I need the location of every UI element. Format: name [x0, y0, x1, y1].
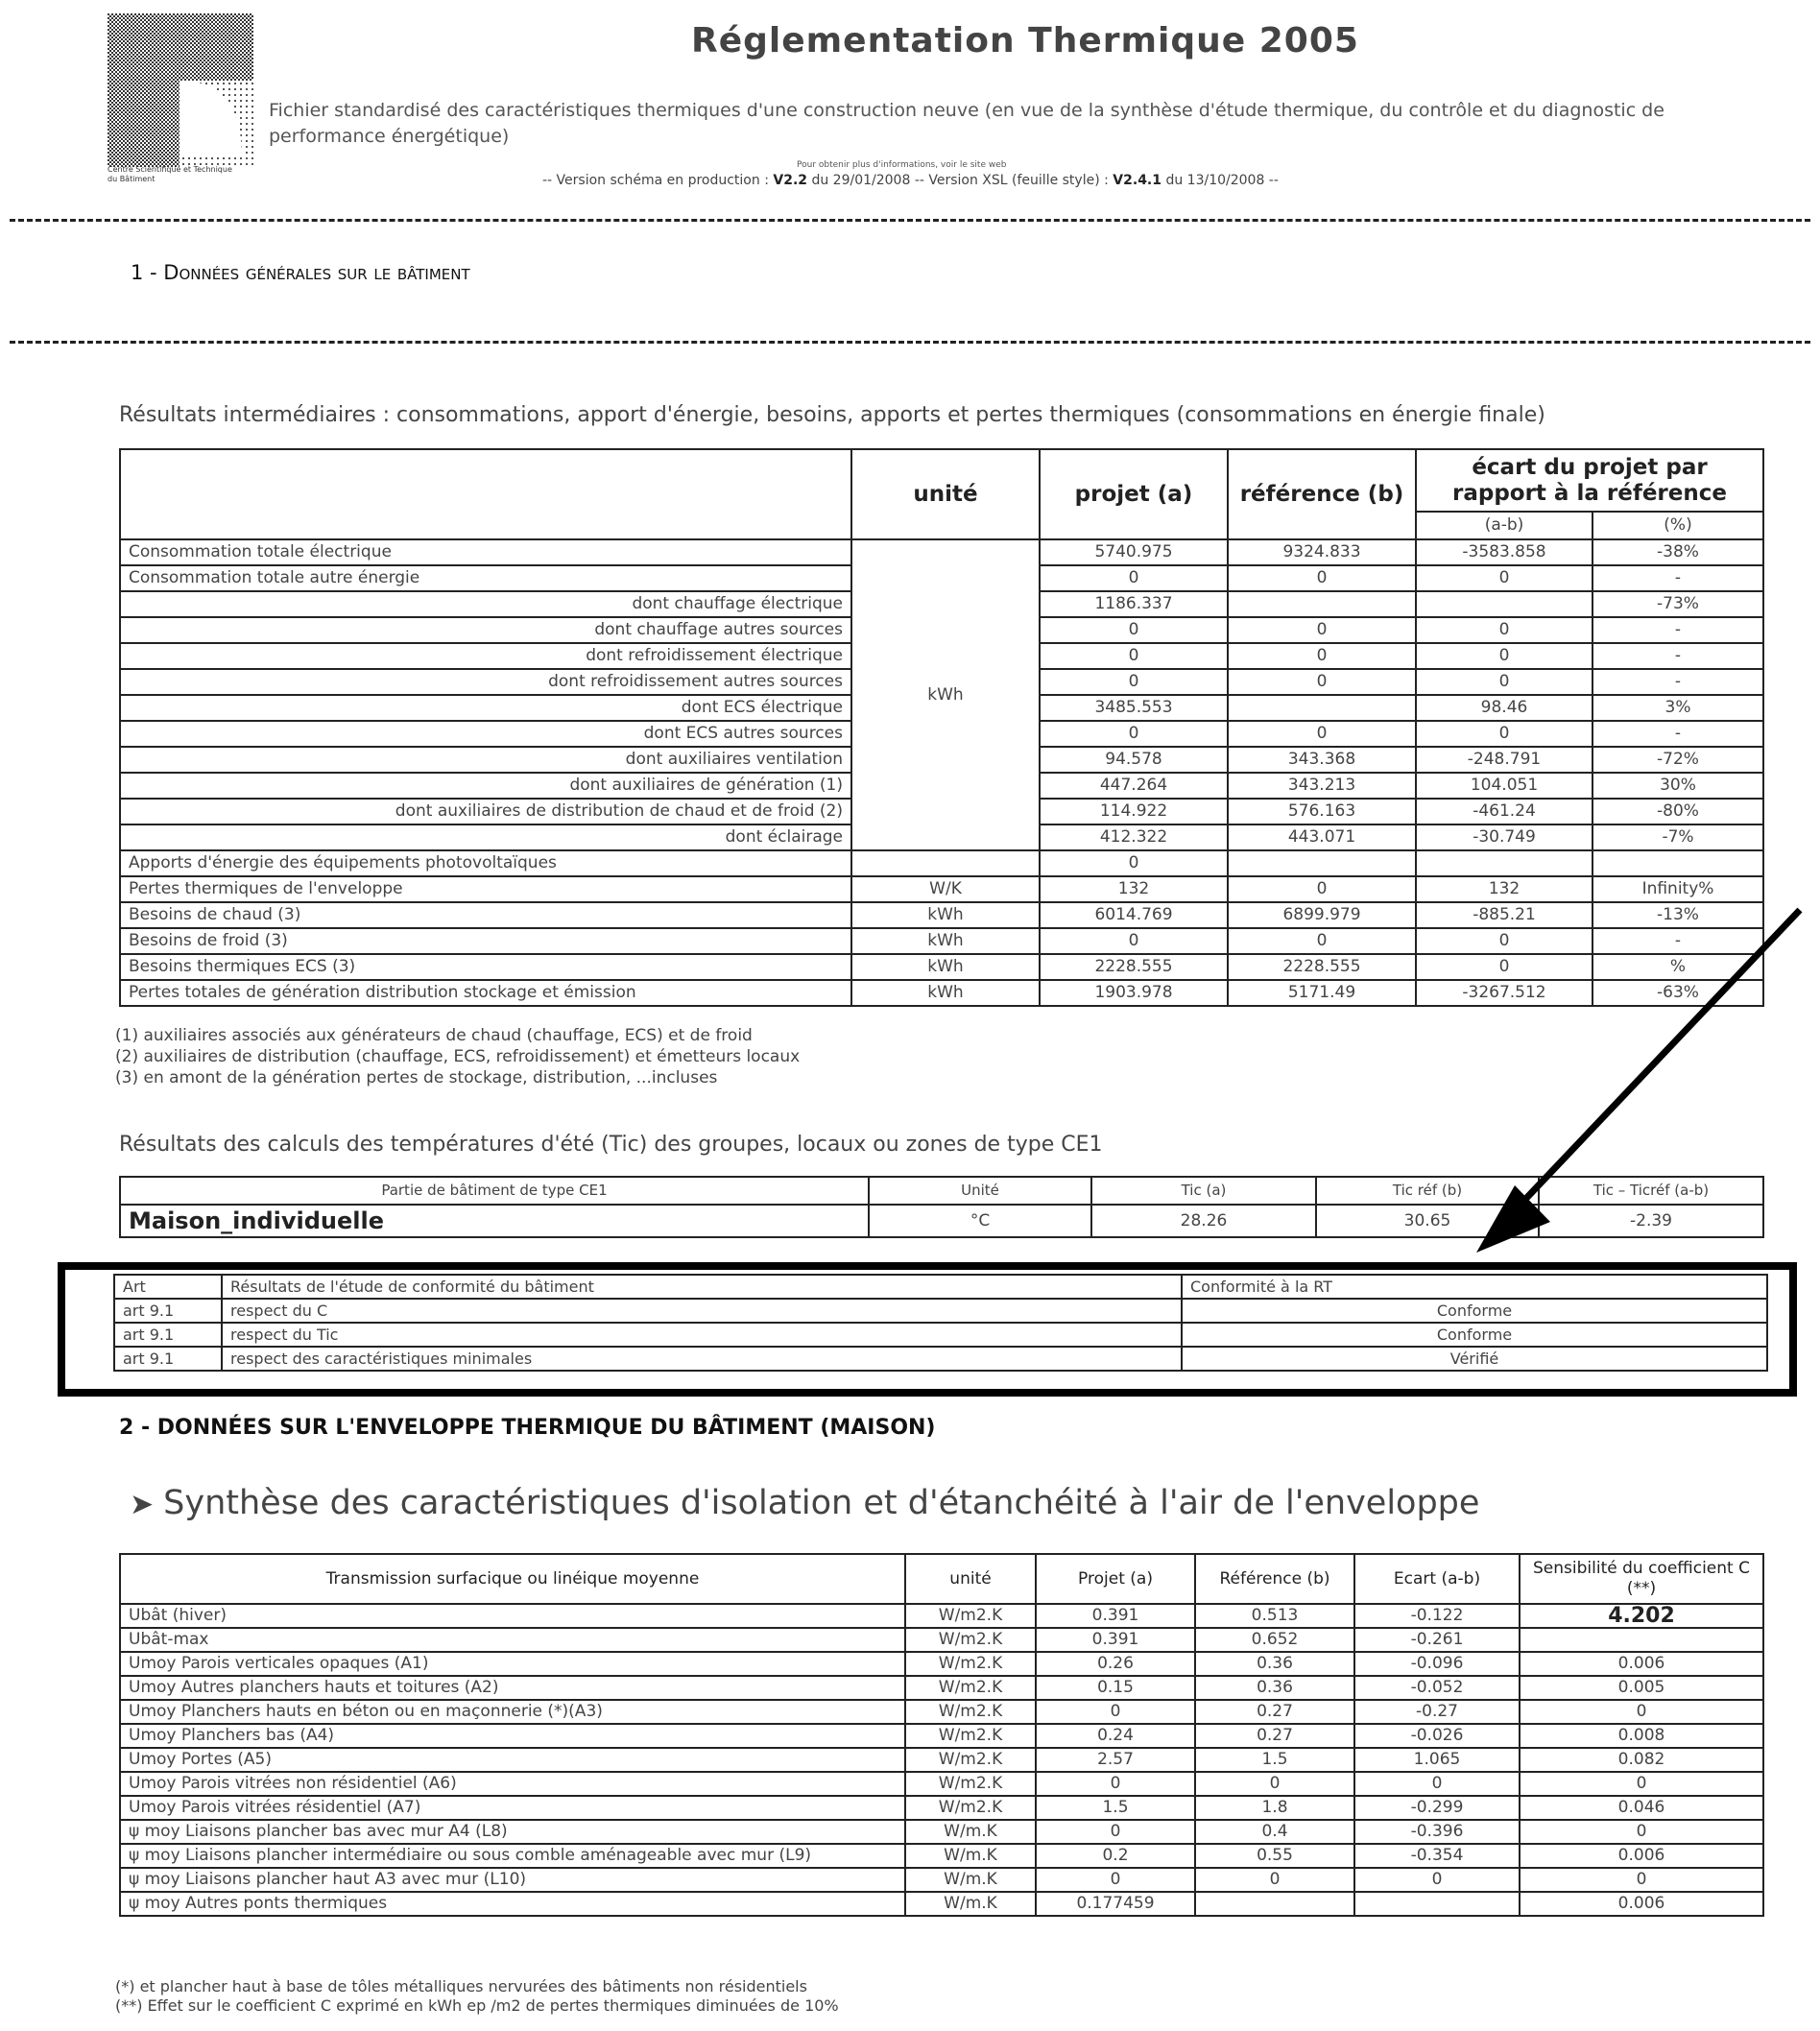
row-label: Pertes thermiques de l'enveloppe	[120, 876, 851, 902]
envelope-table	[119, 1553, 1764, 1917]
env-label: Umoy Planchers hauts en béton ou en maçonnerie (*)(A3)	[120, 1700, 905, 1724]
conformity-row	[114, 1347, 1767, 1371]
envelope-row	[120, 1700, 1763, 1724]
tic-header-ab: Tic – Ticréf (a-b)	[1539, 1177, 1763, 1205]
row-gap-pct: -	[1592, 565, 1763, 591]
row-reference: 0	[1228, 669, 1416, 695]
envelope-notes	[115, 1977, 839, 2016]
env-label: Umoy Parois verticales opaques (A1)	[120, 1652, 905, 1676]
row-reference: 2228.555	[1228, 954, 1416, 980]
row-reference: 0	[1228, 617, 1416, 643]
row-reference	[1228, 695, 1416, 721]
env-gap: -0.396	[1354, 1820, 1520, 1844]
results-header-unit: unité	[851, 449, 1040, 539]
row-project: 412.322	[1040, 824, 1228, 850]
note-1: (1) auxiliaires associés aux générateurs de chaud (chauffage, ECS) et de froid	[115, 1026, 753, 1045]
row-project: 447.264	[1040, 773, 1228, 799]
envelope-row	[120, 1868, 1763, 1892]
env-project: 0	[1036, 1700, 1195, 1724]
env-header-unit: unité	[905, 1554, 1036, 1604]
row-label: dont auxiliaires de distribution de chaud et de froid (2)	[120, 799, 851, 824]
env-gap: -0.27	[1354, 1700, 1520, 1724]
tic-row-ab: -2.39	[1539, 1205, 1763, 1237]
env-unit: W/m.K	[905, 1844, 1036, 1868]
env-unit: W/m2.K	[905, 1772, 1036, 1796]
env-sensitivity: 0	[1520, 1820, 1763, 1844]
conf-art: art 9.1	[114, 1299, 222, 1323]
schema-date: du 29/01/2008 -- Version XSL (feuille style) :	[811, 173, 1109, 188]
env-gap: -0.354	[1354, 1844, 1520, 1868]
env-sensitivity: 0.008	[1520, 1724, 1763, 1748]
row-unit-kwh: kWh	[851, 539, 1040, 850]
tiny-note: Pour obtenir plus d'informations, voir le site web	[797, 160, 1007, 170]
conformity-row	[114, 1323, 1767, 1347]
env-label: Ubât (hiver)	[120, 1604, 905, 1628]
synthesis-title-wrap	[130, 1484, 1479, 1522]
envelope-row	[120, 1892, 1763, 1916]
arrow-shaft	[1497, 910, 1800, 1229]
row-reference: 5171.49	[1228, 980, 1416, 1006]
row-unit: W/K	[851, 876, 1040, 902]
env-label: Umoy Parois vitrées résidentiel (A7)	[120, 1796, 905, 1820]
env-header-b: Référence (b)	[1195, 1554, 1354, 1604]
env-gap: -0.261	[1354, 1628, 1520, 1652]
row-unit	[851, 850, 1040, 876]
env-sensitivity: 0.046	[1520, 1796, 1763, 1820]
env-project: 0.177459	[1036, 1892, 1195, 1916]
row-gap-ab	[1416, 850, 1592, 876]
env-reference: 0.27	[1195, 1700, 1354, 1724]
env-reference: 0.513	[1195, 1604, 1354, 1628]
env-label: Umoy Autres planchers hauts et toitures (A2)	[120, 1676, 905, 1700]
row-gap-pct: -80%	[1592, 799, 1763, 824]
row-reference: 343.213	[1228, 773, 1416, 799]
results-header-gap: écart du projet par rapport à la référence	[1416, 449, 1763, 512]
table-row	[120, 876, 1763, 902]
row-gap-ab: -30.749	[1416, 824, 1592, 850]
row-gap-ab: -3583.858	[1416, 539, 1592, 565]
note-3: (3) en amont de la génération pertes de stockage, distribution, ...incluses	[115, 1068, 718, 1087]
row-project: 1903.978	[1040, 980, 1228, 1006]
envelope-row	[120, 1820, 1763, 1844]
tic-row-unit: °C	[869, 1205, 1091, 1237]
results-header-blank	[120, 449, 851, 539]
env-header-ab: Ecart (a-b)	[1354, 1554, 1520, 1604]
arrow-bullet-icon: ➤	[130, 1488, 155, 1521]
conf-header-label: Résultats de l'étude de conformité du bâtiment	[222, 1275, 1182, 1299]
env-sensitivity: 0.006	[1520, 1844, 1763, 1868]
env-reference: 0.36	[1195, 1652, 1354, 1676]
env-label: Ubât-max	[120, 1628, 905, 1652]
conf-art: art 9.1	[114, 1323, 222, 1347]
row-project: 1186.337	[1040, 591, 1228, 617]
env-reference: 1.8	[1195, 1796, 1354, 1820]
envelope-row	[120, 1844, 1763, 1868]
env-label: ψ moy Liaisons plancher haut A3 avec mur (L10)	[120, 1868, 905, 1892]
row-gap-ab: 132	[1416, 876, 1592, 902]
row-label: Consommation totale électrique	[120, 539, 851, 565]
row-reference: 343.368	[1228, 747, 1416, 773]
env-project: 0.26	[1036, 1652, 1195, 1676]
env-project: 2.57	[1036, 1748, 1195, 1772]
env-note-2: (**) Effet sur le coefficient C exprimé en kWh ep /m2 de pertes thermiques diminuées de 10%	[115, 1996, 839, 2015]
row-label: Besoins de chaud (3)	[120, 902, 851, 928]
xsl-version: V2.4.1	[1113, 173, 1161, 188]
env-gap: 1.065	[1354, 1748, 1520, 1772]
envelope-row	[120, 1724, 1763, 1748]
row-project: 3485.553	[1040, 695, 1228, 721]
row-gap-pct: -38%	[1592, 539, 1763, 565]
env-reference: 0	[1195, 1868, 1354, 1892]
row-project: 0	[1040, 721, 1228, 747]
logo-caption	[108, 165, 232, 184]
env-sensitivity: 0.082	[1520, 1748, 1763, 1772]
env-project: 0	[1036, 1868, 1195, 1892]
row-label: Pertes totales de génération distribution stockage et émission	[120, 980, 851, 1006]
row-unit: kWh	[851, 928, 1040, 954]
row-gap-ab: 0	[1416, 721, 1592, 747]
env-reference: 1.5	[1195, 1748, 1354, 1772]
logo-line-2: du Bâtiment	[108, 175, 156, 183]
arrow-head	[1476, 1185, 1550, 1253]
row-label: dont éclairage	[120, 824, 851, 850]
env-unit: W/m.K	[905, 1820, 1036, 1844]
env-reference: 0.36	[1195, 1676, 1354, 1700]
results-title: Résultats intermédiaires : consommations, apport d'énergie, besoins, apports et pertes thermiques (consommations en énergie finale)	[119, 403, 1545, 427]
table-row	[120, 539, 1763, 565]
row-project: 0	[1040, 928, 1228, 954]
pointer-arrow	[1459, 902, 1805, 1267]
row-gap-ab: -248.791	[1416, 747, 1592, 773]
row-label: dont refroidissement autres sources	[120, 669, 851, 695]
env-label: Umoy Planchers bas (A4)	[120, 1724, 905, 1748]
env-gap	[1354, 1892, 1520, 1916]
env-note-1: (*) et plancher haut à base de tôles métalliques nervurées des bâtiments non résidentiels	[115, 1977, 807, 1995]
row-label: dont ECS autres sources	[120, 721, 851, 747]
row-project: 0	[1040, 617, 1228, 643]
env-project: 0.391	[1036, 1628, 1195, 1652]
row-label: dont auxiliaires ventilation	[120, 747, 851, 773]
env-sensitivity: 0.005	[1520, 1676, 1763, 1700]
env-label: ψ moy Liaisons plancher intermédiaire ou sous comble aménageable avec mur (L9)	[120, 1844, 905, 1868]
results-header-gap-pct: (%)	[1592, 512, 1763, 539]
row-gap-ab: -885.21	[1416, 902, 1592, 928]
env-unit: W/m2.K	[905, 1676, 1036, 1700]
env-unit: W/m2.K	[905, 1796, 1036, 1820]
row-gap-pct: -72%	[1592, 747, 1763, 773]
row-gap-pct: -	[1592, 928, 1763, 954]
envelope-row	[120, 1772, 1763, 1796]
env-unit: W/m.K	[905, 1868, 1036, 1892]
env-sensitivity: 0.006	[1520, 1892, 1763, 1916]
row-gap-pct: 3%	[1592, 695, 1763, 721]
env-label: ψ moy Liaisons plancher bas avec mur A4 (L8)	[120, 1820, 905, 1844]
page-subtitle: Fichier standardisé des caractéristiques thermiques d'une construction neuve (en vue de la synthèse d'étude thermique, du contrôle et du diagnostic de performance énergétique)	[269, 100, 1664, 147]
row-label: Consommation totale autre énergie	[120, 565, 851, 591]
row-label: dont refroidissement électrique	[120, 643, 851, 669]
tic-row-a: 28.26	[1091, 1205, 1316, 1237]
tic-header-unit: Unité	[869, 1177, 1091, 1205]
conf-header-art: Art	[114, 1275, 222, 1299]
env-sensitivity: 0	[1520, 1700, 1763, 1724]
row-reference: 0	[1228, 643, 1416, 669]
version-prefix: -- Version schéma en production :	[542, 173, 769, 188]
env-sensitivity: 0.006	[1520, 1652, 1763, 1676]
conformity-body	[114, 1299, 1767, 1371]
env-reference: 0.55	[1195, 1844, 1354, 1868]
logo-line-1: Centre Scientifique et Technique	[108, 165, 232, 174]
row-project: 6014.769	[1040, 902, 1228, 928]
row-gap-ab: 0	[1416, 669, 1592, 695]
env-sensitivity: 0	[1520, 1772, 1763, 1796]
row-gap-pct: -	[1592, 617, 1763, 643]
table-row	[120, 850, 1763, 876]
env-label: Umoy Parois vitrées non résidentiel (A6)	[120, 1772, 905, 1796]
conf-header-status: Conformité à la RT	[1182, 1275, 1767, 1299]
results-header-gap-ab: (a-b)	[1416, 512, 1592, 539]
section-1-title: 1 - Données générales sur le bâtiment	[131, 261, 470, 284]
tic-header-b: Tic réf (b)	[1316, 1177, 1539, 1205]
tic-header-a: Tic (a)	[1091, 1177, 1316, 1205]
env-gap: -0.122	[1354, 1604, 1520, 1628]
row-gap-ab: -461.24	[1416, 799, 1592, 824]
conf-label: respect du Tic	[222, 1323, 1182, 1347]
row-gap-pct: -13%	[1592, 902, 1763, 928]
row-project: 0	[1040, 643, 1228, 669]
row-reference: 443.071	[1228, 824, 1416, 850]
section-2-title: 2 - DONNÉES SUR L'ENVELOPPE THERMIQUE DU BÂTIMENT (MAISON)	[119, 1416, 936, 1440]
envelope-row	[120, 1628, 1763, 1652]
env-unit: W/m2.K	[905, 1724, 1036, 1748]
conf-label: respect des caractéristiques minimales	[222, 1347, 1182, 1371]
conf-label: respect du C	[222, 1299, 1182, 1323]
envelope-row	[120, 1796, 1763, 1820]
env-project: 0.391	[1036, 1604, 1195, 1628]
env-unit: W/m2.K	[905, 1628, 1036, 1652]
row-gap-pct: -	[1592, 643, 1763, 669]
row-gap-ab: 98.46	[1416, 695, 1592, 721]
row-gap-pct	[1592, 850, 1763, 876]
env-header-label: Transmission surfacique ou linéique moyenne	[120, 1554, 905, 1604]
env-reference: 0.652	[1195, 1628, 1354, 1652]
divider	[10, 219, 1810, 222]
synthesis-title: Synthèse des caractéristiques d'isolation et d'étanchéité à l'air de l'enveloppe	[163, 1484, 1480, 1522]
envelope-row	[120, 1604, 1763, 1628]
row-label: Besoins thermiques ECS (3)	[120, 954, 851, 980]
row-gap-ab: 0	[1416, 643, 1592, 669]
conf-status: Conforme	[1182, 1323, 1767, 1347]
conf-status: Vérifié	[1182, 1347, 1767, 1371]
row-unit: kWh	[851, 902, 1040, 928]
schema-version: V2.2	[773, 173, 808, 188]
row-reference: 0	[1228, 928, 1416, 954]
env-project: 0	[1036, 1820, 1195, 1844]
row-project: 0	[1040, 669, 1228, 695]
tic-row-name: Maison_individuelle	[120, 1205, 869, 1237]
env-unit: W/m2.K	[905, 1700, 1036, 1724]
row-gap-pct: 30%	[1592, 773, 1763, 799]
conformity-row	[114, 1299, 1767, 1323]
row-gap-pct: -73%	[1592, 591, 1763, 617]
row-project: 94.578	[1040, 747, 1228, 773]
row-gap-ab: -3267.512	[1416, 980, 1592, 1006]
env-unit: W/m2.K	[905, 1604, 1036, 1628]
row-project: 114.922	[1040, 799, 1228, 824]
envelope-row	[120, 1748, 1763, 1772]
row-reference	[1228, 850, 1416, 876]
row-label: dont ECS électrique	[120, 695, 851, 721]
row-project: 5740.975	[1040, 539, 1228, 565]
row-reference: 0	[1228, 721, 1416, 747]
page-title: Réglementation Thermique 2005	[691, 21, 1359, 60]
env-sensitivity: 0	[1520, 1868, 1763, 1892]
row-label: Besoins de froid (3)	[120, 928, 851, 954]
row-project: 0	[1040, 565, 1228, 591]
env-project: 0	[1036, 1772, 1195, 1796]
row-gap-ab: 0	[1416, 928, 1592, 954]
env-label: Umoy Portes (A5)	[120, 1748, 905, 1772]
env-unit: W/m.K	[905, 1892, 1036, 1916]
tic-row-b: 30.65	[1316, 1205, 1539, 1237]
env-project: 0.15	[1036, 1676, 1195, 1700]
env-unit: W/m2.K	[905, 1748, 1036, 1772]
env-gap: 0	[1354, 1868, 1520, 1892]
row-reference: 9324.833	[1228, 539, 1416, 565]
row-gap-ab: 0	[1416, 565, 1592, 591]
row-reference: 0	[1228, 565, 1416, 591]
results-header-reference: référence (b)	[1228, 449, 1416, 539]
row-label: dont chauffage électrique	[120, 591, 851, 617]
conf-art: art 9.1	[114, 1347, 222, 1371]
row-label: Apports d'énergie des équipements photovoltaïques	[120, 850, 851, 876]
env-reference: 0.27	[1195, 1724, 1354, 1748]
conf-status: Conforme	[1182, 1299, 1767, 1323]
tic-title: Résultats des calculs des températures d'été (Tic) des groupes, locaux ou zones de type CE1	[119, 1133, 1103, 1157]
env-unit: W/m2.K	[905, 1652, 1036, 1676]
env-gap: -0.052	[1354, 1676, 1520, 1700]
env-reference: 0.4	[1195, 1820, 1354, 1844]
env-header-a: Projet (a)	[1036, 1554, 1195, 1604]
env-reference	[1195, 1892, 1354, 1916]
results-header-project: projet (a)	[1040, 449, 1228, 539]
row-project: 0	[1040, 850, 1228, 876]
env-header-sensitivity: Sensibilité du coefficient C (**)	[1520, 1554, 1763, 1604]
env-gap: -0.299	[1354, 1796, 1520, 1820]
tic-header-part: Partie de bâtiment de type CE1	[120, 1177, 869, 1205]
row-gap-pct: -63%	[1592, 980, 1763, 1006]
env-gap: -0.026	[1354, 1724, 1520, 1748]
row-project: 132	[1040, 876, 1228, 902]
row-gap-ab	[1416, 591, 1592, 617]
row-gap-pct: %	[1592, 954, 1763, 980]
env-sensitivity: 4.202	[1520, 1604, 1763, 1628]
env-sensitivity	[1520, 1628, 1763, 1652]
xsl-date: du 13/10/2008 --	[1165, 173, 1279, 188]
version-line	[542, 173, 1279, 188]
row-unit: kWh	[851, 980, 1040, 1006]
row-reference: 0	[1228, 876, 1416, 902]
row-gap-pct: -	[1592, 721, 1763, 747]
env-project: 1.5	[1036, 1796, 1195, 1820]
envelope-body	[120, 1604, 1763, 1916]
envelope-row	[120, 1652, 1763, 1676]
row-label: dont auxiliaires de génération (1)	[120, 773, 851, 799]
results-notes	[115, 1025, 800, 1088]
row-reference	[1228, 591, 1416, 617]
env-gap: -0.096	[1354, 1652, 1520, 1676]
conformity-table	[113, 1274, 1768, 1372]
row-gap-pct: -7%	[1592, 824, 1763, 850]
env-project: 0.2	[1036, 1844, 1195, 1868]
row-gap-pct: -	[1592, 669, 1763, 695]
env-reference: 0	[1195, 1772, 1354, 1796]
note-2: (2) auxiliaires de distribution (chauffage, ECS, refroidissement) et émetteurs locaux	[115, 1047, 801, 1066]
cstb-logo	[108, 13, 253, 196]
env-gap: 0	[1354, 1772, 1520, 1796]
env-label: ψ moy Autres ponts thermiques	[120, 1892, 905, 1916]
row-gap-ab: 0	[1416, 617, 1592, 643]
row-reference: 6899.979	[1228, 902, 1416, 928]
row-gap-ab: 0	[1416, 954, 1592, 980]
row-gap-ab: 104.051	[1416, 773, 1592, 799]
env-project: 0.24	[1036, 1724, 1195, 1748]
row-gap-pct: Infinity%	[1592, 876, 1763, 902]
row-unit: kWh	[851, 954, 1040, 980]
row-label: dont chauffage autres sources	[120, 617, 851, 643]
row-project: 2228.555	[1040, 954, 1228, 980]
row-reference: 576.163	[1228, 799, 1416, 824]
divider	[10, 341, 1810, 344]
envelope-row	[120, 1676, 1763, 1700]
